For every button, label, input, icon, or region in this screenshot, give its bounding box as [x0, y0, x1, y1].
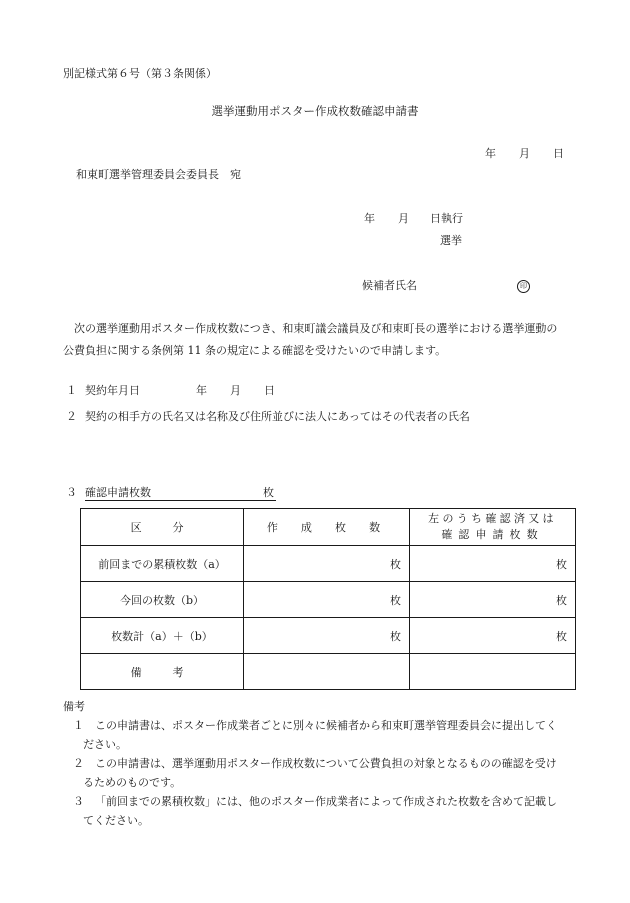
item1-year: 年 [196, 384, 207, 397]
table-row [81, 654, 576, 690]
item1-month: 月 [230, 384, 241, 397]
body-line-2: 公費負担に関する条例第 11 条の規定による確認を受けたいので申請します。 [63, 344, 447, 357]
produced-count-cell[interactable]: 枚 [244, 618, 410, 654]
row-label: 今回の枚数（b） [81, 582, 244, 618]
item1-number: １ [66, 384, 77, 397]
table-row [81, 618, 576, 654]
notes-title: 備考 [63, 700, 85, 713]
header-confirmed-count [410, 509, 576, 546]
table-header-row [81, 509, 576, 546]
row-label: 枚数計（a）＋（b） [81, 618, 244, 654]
item3-label: 確認申請枚数 [85, 486, 151, 499]
header-produced-count: 作 成 枚 数 [244, 509, 410, 546]
header-confirmed-line-1: 左のうち確認済又は [428, 512, 557, 525]
date-year: 年 [485, 147, 496, 160]
candidate-name-label: 候補者氏名 [362, 279, 417, 292]
note3-number: ３ [73, 795, 84, 808]
table-row [81, 546, 576, 582]
form-number: 別記様式第６号（第３条関係） [63, 67, 217, 80]
body-line-1: 次の選挙運動用ポスター作成枚数につき、和束町議会議員及び和束町長の選挙における選挙運動の [74, 322, 558, 335]
date-day: 日 [553, 147, 564, 160]
produced-count-cell[interactable]: 枚 [244, 546, 410, 582]
document-title: 選挙運動用ポスター作成枚数確認申請書 [211, 104, 419, 118]
election-day-executed: 日執行 [430, 212, 463, 225]
confirmed-count-cell[interactable]: 枚 [410, 618, 576, 654]
item3-unit: 枚 [263, 486, 274, 499]
body-paragraph [63, 318, 583, 362]
note3-line-2: てください。 [83, 814, 149, 827]
item3-underline [85, 500, 276, 501]
remarks-cell[interactable] [244, 654, 410, 690]
remarks-cell[interactable] [410, 654, 576, 690]
item2-label: 契約の相手方の氏名又は名称及び住所並びに法人にあってはその代表者の氏名 [85, 410, 470, 423]
note2-line-1: この申請書は、選挙運動用ポスター作成枚数について公費負担の対象となるものの確認を受け [95, 757, 557, 770]
addressee: 和東町選挙管理委員会委員長 宛 [76, 168, 241, 181]
produced-count-cell[interactable]: 枚 [244, 582, 410, 618]
election-year: 年 [364, 212, 375, 225]
confirmed-count-cell[interactable]: 枚 [410, 546, 576, 582]
table-row [81, 582, 576, 618]
row-label: 前回までの累積枚数（a） [81, 546, 244, 582]
note1-line-2: ださい。 [83, 738, 127, 751]
note1-number: １ [73, 719, 84, 732]
header-category: 区 分 [81, 509, 244, 546]
note2-number: ２ [73, 757, 84, 770]
note2-line-2: るためのものです。 [83, 776, 182, 789]
item3-number: ３ [66, 486, 77, 499]
note1-line-1: この申請書は、ポスター作成業者ごとに別々に候補者から和束町選挙管理委員会に提出してく [95, 719, 557, 732]
date-month: 月 [519, 147, 530, 160]
confirmed-count-cell[interactable]: 枚 [410, 582, 576, 618]
seal-mark: 印 [517, 280, 530, 293]
election-month: 月 [398, 212, 409, 225]
item1-day: 日 [264, 384, 275, 397]
header-confirmed-line-2: 確認申請枚数 [441, 528, 544, 541]
note3-line-1: 「前回までの累積枚数」には、他のポスター作成業者によって作成された枚数を含めて記載し [95, 795, 557, 808]
count-table [80, 508, 576, 690]
row-label-remarks: 備 考 [81, 654, 244, 690]
election-label: 選挙 [440, 234, 462, 247]
item2-number: ２ [66, 410, 77, 423]
item1-label: 契約年月日 [85, 384, 140, 397]
